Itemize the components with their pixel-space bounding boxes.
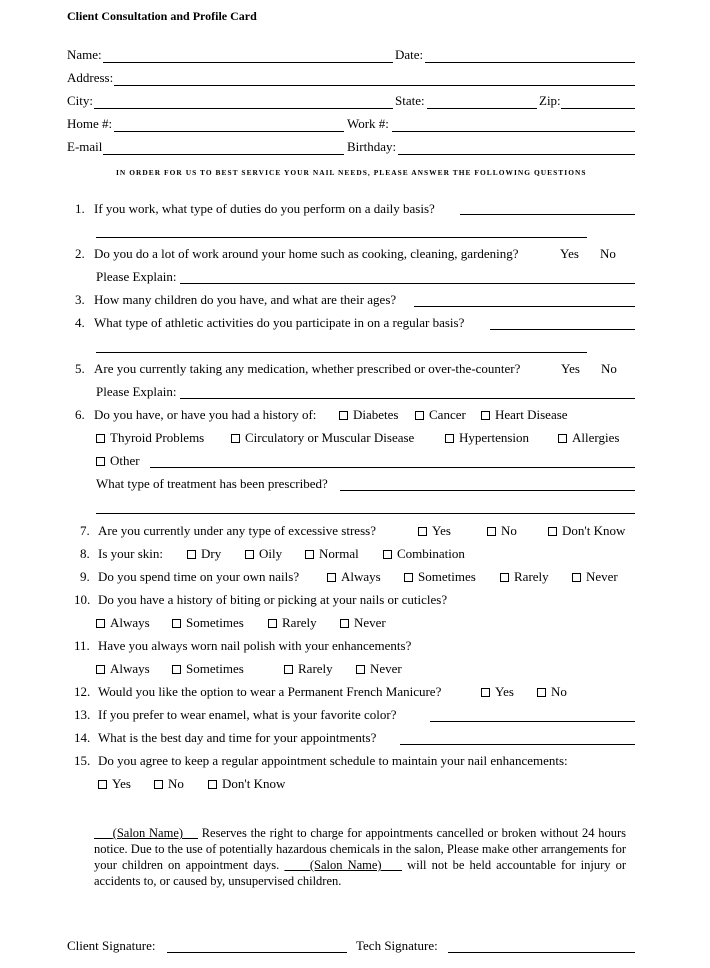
checkbox-option[interactable]: Rarely — [284, 661, 333, 676]
date-label: Date: — [395, 47, 424, 62]
question-number: 14. — [74, 730, 91, 745]
q5-yes-option[interactable]: Yes — [561, 361, 580, 376]
address-field[interactable] — [114, 85, 635, 86]
salon-name-placeholder: (Salon Name) — [309, 858, 382, 872]
checkbox-option[interactable]: Sometimes — [172, 615, 244, 630]
question-number: 2. — [75, 246, 85, 261]
q2-explain-label: Please Explain: — [96, 269, 177, 284]
state-field[interactable] — [427, 108, 537, 109]
checkbox-option[interactable]: Always — [327, 569, 381, 584]
checkbox[interactable] — [96, 434, 105, 443]
checkbox-option[interactable]: Yes — [98, 776, 131, 791]
checkbox[interactable] — [96, 457, 105, 466]
checkbox[interactable] — [537, 688, 546, 697]
checkbox-option[interactable]: Hypertension — [445, 430, 529, 445]
question-number: 8. — [80, 546, 90, 561]
q13-answer-field[interactable] — [430, 721, 635, 722]
checkbox[interactable] — [327, 573, 336, 582]
salon-name-placeholder: (Salon Name) — [112, 826, 184, 840]
checkbox[interactable] — [208, 780, 217, 789]
checkbox-option[interactable]: No — [154, 776, 184, 791]
checkbox[interactable] — [404, 573, 413, 582]
question-text: Would you like the option to wear a Permanent French Manicure? — [98, 684, 442, 699]
checkbox-option[interactable]: Rarely — [500, 569, 549, 584]
checkbox[interactable] — [558, 434, 567, 443]
city-field[interactable] — [94, 108, 393, 109]
q14-answer-field[interactable] — [400, 744, 635, 745]
checkbox-option[interactable]: Never — [340, 615, 386, 630]
checkbox-option[interactable]: Diabetes — [339, 407, 398, 422]
home-phone-field[interactable] — [114, 131, 344, 132]
checkbox[interactable] — [172, 619, 181, 628]
question-text: Do you agree to keep a regular appointment schedule to maintain your nail enhancements: — [98, 753, 568, 768]
name-field[interactable] — [103, 62, 393, 63]
checkbox[interactable] — [487, 527, 496, 536]
work-phone-label: Work #: — [347, 116, 389, 131]
checkbox-option[interactable]: Sometimes — [404, 569, 476, 584]
checkbox-option[interactable]: No — [537, 684, 567, 699]
question-text: How many children do you have, and what are their ages? — [94, 292, 397, 307]
q5-explain-field[interactable] — [180, 398, 635, 399]
checkbox[interactable] — [548, 527, 557, 536]
checkbox-option[interactable]: Other — [96, 453, 140, 468]
question-number: 11. — [74, 638, 90, 653]
checkbox-option[interactable]: Rarely — [268, 615, 317, 630]
home-phone-label: Home #: — [67, 116, 113, 131]
checkbox-option[interactable]: Yes — [418, 523, 451, 538]
checkbox-option[interactable]: Always — [96, 615, 150, 630]
checkbox[interactable] — [172, 665, 181, 674]
q6-treatment-label: What type of treatment has been prescribed? — [96, 476, 328, 491]
q1-answer-field[interactable] — [460, 214, 635, 215]
question-text: What type of athletic activities do you participate in on a regular basis? — [94, 315, 465, 330]
checkbox[interactable] — [268, 619, 277, 628]
checkbox-option[interactable]: Never — [356, 661, 402, 676]
checkbox-option[interactable]: Never — [572, 569, 618, 584]
address-label: Address: — [67, 70, 114, 85]
question-text: Do you do a lot of work around your home such as cooking, cleaning, gardening? — [94, 246, 519, 261]
checkbox-option[interactable]: Don't Know — [548, 523, 625, 538]
date-field[interactable] — [425, 62, 635, 63]
checkbox[interactable] — [98, 780, 107, 789]
question-number: 7. — [80, 523, 90, 538]
tech-signature-field[interactable] — [448, 952, 635, 953]
client-signature-label: Client Signature: — [67, 938, 156, 953]
zip-label: Zip: — [539, 93, 561, 108]
checkbox[interactable] — [187, 550, 196, 559]
checkbox-option[interactable]: Always — [96, 661, 150, 676]
q4-answer-field[interactable] — [490, 329, 635, 330]
checkbox-option[interactable]: Allergies — [558, 430, 619, 445]
checkbox-option[interactable]: Thyroid Problems — [96, 430, 204, 445]
checkbox[interactable] — [231, 434, 240, 443]
checkbox[interactable] — [415, 411, 424, 420]
zip-field[interactable] — [561, 108, 635, 109]
question-number: 1. — [75, 201, 85, 216]
city-label: City: — [67, 93, 94, 108]
question-number: 4. — [75, 315, 85, 330]
instructions-banner: IN ORDER FOR US TO BEST SERVICE YOUR NAIL NEEDS, PLEASE ANSWER THE FOLLOWING QUESTIONS — [116, 168, 587, 177]
checkbox-option[interactable]: Combination — [383, 546, 465, 561]
checkbox-option[interactable]: Normal — [305, 546, 359, 561]
q6-treatment-field[interactable] — [340, 490, 635, 491]
checkbox-option[interactable]: Sometimes — [172, 661, 244, 676]
question-number: 3. — [75, 292, 85, 307]
birthday-field[interactable] — [398, 154, 635, 155]
checkbox[interactable] — [96, 665, 105, 674]
work-phone-field[interactable] — [392, 131, 635, 132]
name-label: Name: — [67, 47, 102, 62]
birthday-label: Birthday: — [347, 139, 397, 154]
q2-yes-option[interactable]: Yes — [560, 246, 579, 261]
page-title: Client Consultation and Profile Card — [67, 9, 257, 23]
question-number: 13. — [74, 707, 91, 722]
checkbox-option[interactable]: Oily — [245, 546, 282, 561]
checkbox[interactable] — [340, 619, 349, 628]
question-text: If you work, what type of duties do you perform on a daily basis? — [94, 201, 435, 216]
checkbox[interactable] — [305, 550, 314, 559]
checkbox[interactable] — [445, 434, 454, 443]
q5-no-option[interactable]: No — [601, 361, 617, 376]
checkbox-option[interactable]: Don't Know — [208, 776, 285, 791]
question-text: Is your skin: — [98, 546, 163, 561]
checkbox[interactable] — [481, 411, 490, 420]
question-text: Are you currently taking any medication, whether prescribed or over-the-counter? — [94, 361, 521, 376]
checkbox-option[interactable]: Yes — [481, 684, 514, 699]
checkbox[interactable] — [383, 550, 392, 559]
email-field[interactable] — [103, 154, 344, 155]
question-number: 10. — [74, 592, 91, 607]
checkbox[interactable] — [481, 688, 490, 697]
question-text: Do you have a history of biting or picking at your nails or cuticles? — [98, 592, 448, 607]
checkbox[interactable] — [572, 573, 581, 582]
tech-signature-label: Tech Signature: — [356, 938, 438, 953]
client-signature-field[interactable] — [167, 952, 347, 953]
question-text: Do you have, or have you had a history of: — [94, 407, 317, 422]
checkbox[interactable] — [418, 527, 427, 536]
checkbox[interactable] — [154, 780, 163, 789]
question-text: Have you always worn nail polish with your enhancements? — [98, 638, 412, 653]
checkbox[interactable] — [284, 665, 293, 674]
q2-no-option[interactable]: No — [600, 246, 616, 261]
q5-explain-label: Please Explain: — [96, 384, 177, 399]
checkbox-option[interactable]: No — [487, 523, 517, 538]
question-text: Are you currently under any type of excessive stress? — [98, 523, 376, 538]
question-number: 15. — [74, 753, 91, 768]
q6-other-field[interactable] — [150, 467, 635, 468]
email-label: E-mail — [67, 139, 103, 154]
checkbox-option[interactable]: Circulatory or Muscular Disease — [231, 430, 414, 445]
salon-policy-paragraph: (Salon Name) Reserves the right to charge for appointments cancelled or broken without 24 hours notice. Due to the use of potentially hazardous chemicals in the salon, Please make other arrangements for your children on appointment days. (Salon Name) will not be held accountable for injury or accidents to, or caused by, unsupervised children. — [94, 826, 627, 888]
question-number: 5. — [75, 361, 85, 376]
question-number: 6. — [75, 407, 85, 422]
question-text: What is the best day and time for your appointments? — [98, 730, 377, 745]
checkbox-option[interactable]: Heart Disease — [481, 407, 568, 422]
checkbox[interactable] — [96, 619, 105, 628]
q4-answer-field-2[interactable] — [96, 352, 587, 353]
checkbox-option[interactable]: Cancer — [415, 407, 466, 422]
checkbox-option[interactable]: Dry — [187, 546, 221, 561]
checkbox[interactable] — [356, 665, 365, 674]
question-text: Do you spend time on your own nails? — [98, 569, 300, 584]
q3-answer-field[interactable] — [414, 306, 635, 307]
question-number: 12. — [74, 684, 91, 699]
checkbox[interactable] — [245, 550, 254, 559]
checkbox[interactable] — [500, 573, 509, 582]
q2-explain-field[interactable] — [180, 283, 635, 284]
question-number: 9. — [80, 569, 90, 584]
q1-answer-field-2[interactable] — [96, 237, 587, 238]
q6-treatment-field-2[interactable] — [96, 513, 635, 514]
question-text: If you prefer to wear enamel, what is your favorite color? — [98, 707, 397, 722]
state-label: State: — [395, 93, 425, 108]
checkbox[interactable] — [339, 411, 348, 420]
